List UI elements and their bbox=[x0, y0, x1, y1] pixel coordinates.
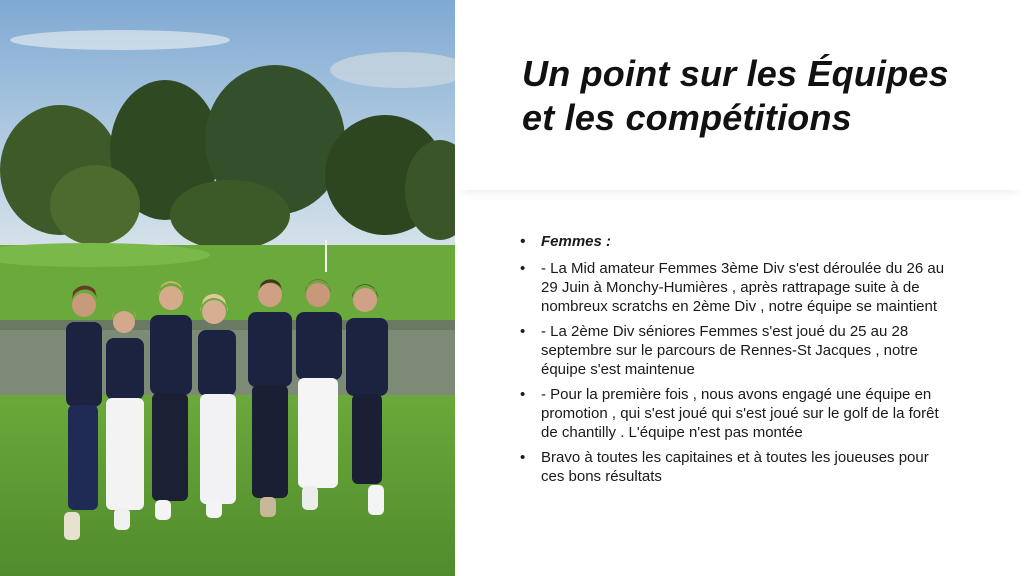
title-line-1: Un point sur les Équipes bbox=[522, 53, 949, 94]
list-item-text: - La Mid amateur Femmes 3ème Div s'est déroulée du 26 au 29 Juin à Monchy-Humières , après rattrapage suite à de nombreux scratchs en 2ème Div , notre équipe se maintient bbox=[541, 260, 945, 315]
team-photo bbox=[0, 0, 455, 576]
bullet-dot: • bbox=[520, 323, 526, 340]
list-item bbox=[520, 259, 950, 316]
slide-title bbox=[522, 52, 1002, 140]
bullet-dot: • bbox=[520, 449, 526, 466]
slide-content bbox=[520, 232, 950, 492]
list-item bbox=[520, 322, 950, 379]
section-heading bbox=[520, 232, 950, 251]
team-photo-illustration bbox=[0, 0, 455, 576]
list-item bbox=[520, 385, 950, 442]
list-item-text: - Pour la première fois , nous avons engagé une équipe en promotion , qui s'est joué qui s'est joué sur le golf de la forêt de chantilly . L'équipe n'est pas montée bbox=[541, 386, 939, 441]
heading-text: Femmes : bbox=[541, 233, 612, 250]
bullet-dot: • bbox=[520, 386, 526, 403]
title-band bbox=[455, 0, 1024, 190]
list-item bbox=[520, 448, 950, 486]
list-item-text: - La 2ème Div séniores Femmes s'est joué du 25 au 28 septembre sur le parcours de Rennes-St Jacques , notre équipe s'est maintenue bbox=[541, 323, 918, 378]
bullet-dot: • bbox=[520, 233, 526, 250]
cloud bbox=[10, 30, 230, 50]
bullet-dot: • bbox=[520, 260, 526, 277]
list-item-text: Bravo à toutes les capitaines et à toutes les joueuses pour ces bons résultats bbox=[541, 449, 929, 485]
title-line-2: et les compétitions bbox=[522, 97, 852, 138]
